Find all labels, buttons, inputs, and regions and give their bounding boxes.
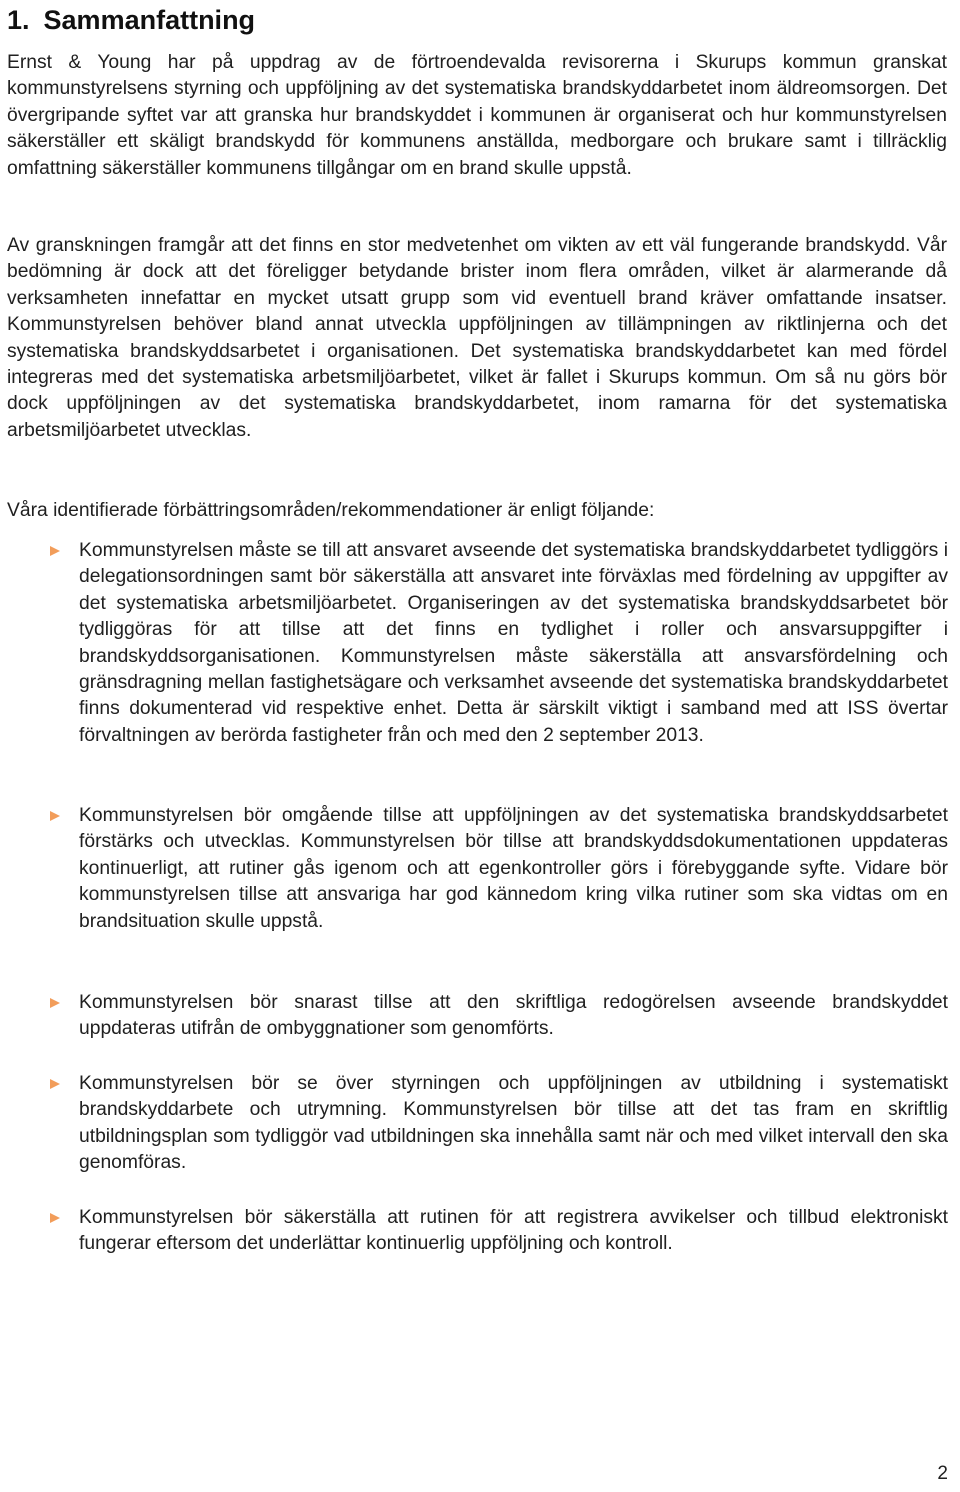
- recommendations-intro: Våra identifierade förbättringsområden/rekommendationer är enligt följande:: [7, 500, 655, 521]
- recommendation-text: Kommunstyrelsen bör omgående tillse att uppföljningen av det systematiska brandskyddsarbetet förstärks och utvecklas. Kommunstyrelsen bör tillse att brandskyddsdokumentationen uppdateras kontinuerligt, att rutiner gås igenom och att egenkontroller görs i förebyggande syfte. Vidare bör kommunstyrelsen tillse att ansvariga har god kännedom kring vilka rutiner som ska vidtas om en brandsituation skulle uppstå.: [79, 805, 948, 932]
- recommendation-text: Kommunstyrelsen bör snarast tillse att den skriftliga redogörelsen avseende brandskyddet uppdateras utifrån de ombyggnationer som genomförts.: [79, 992, 948, 1040]
- bullet-arrow-icon: [50, 811, 60, 821]
- section-title: Sammanfattning: [43, 5, 256, 35]
- page-number: 2: [937, 1463, 948, 1484]
- recommendation-text: Kommunstyrelsen måste se till att ansvaret avseende det systematiska brandskyddarbetet tydliggörs i delegationsordningen samt bör säkerställa att ansvaret inte förväxlas med fördelning av uppgifter av det systematiska arbetsmiljöarbetet. Organiseringen av det systematiska brandskyddsarbetet bör tydliggöras för att tillse att det finns en tydlighet i roller och ansvarsuppgifter i brandskyddsorganisationen. Kommunstyrelsen måste säkerställa att ansvarsfördelning och gränsdragning mellan fastighetsägare och verksamhet avseende det systematiska brandskyddarbetet finns dokumenterad vid respektive enhet. Detta är särskilt viktigt i samband med att ISS övertar förvaltningen av berörda fastigheter från och med den 2 september 2013.: [79, 540, 948, 746]
- recommendation-text: Kommunstyrelsen bör säkerställa att rutinen för att registrera avvikelser och tillbud elektroniskt fungerar eftersom det underlättar kontinuerlig uppföljning och kontroll.: [79, 1207, 948, 1255]
- bullet-arrow-icon: [50, 998, 60, 1008]
- recommendation-text: Kommunstyrelsen bör se över styrningen och uppföljningen av utbildning i systematiskt brandskyddarbete och utrymning. Kommunstyrelsen bör tillse att det tas fram en skriftlig utbildningsplan som tydliggör vad utbildningen ska innehålla samt när och med vilket intervall den ska genomföras.: [79, 1073, 948, 1174]
- summary-paragraph-assessment: Av granskningen framgår att det finns en stor medvetenhet om vikten av ett väl fungerande brandskydd. Vår bedömning är dock att det föreligger betydande brister inom flera områden, vilket är alarmerande då verksamheten innefattar en mycket utsatt grupp som vid eventuell brand kräver omfattande insatser. Kommunstyrelsen behöver bland annat utveckla uppföljningen av tillämpningen av riktlinjerna och det systematiska brandskyddsarbetet i organisationen. Det systematiska brandskyddarbetet kan med fördel integreras med det systematiska arbetsmiljöarbetet, vilket är fallet i Skurups kommun. Om så nu görs bör dock uppföljningen av det systematiska brandskyddarbetet, inom ramarna för det systematiska arbetsmiljöarbetet utvecklas.: [7, 235, 947, 441]
- bullet-arrow-icon: [50, 1213, 60, 1223]
- bullet-arrow-icon: [50, 1079, 60, 1089]
- section-heading: [7, 2, 255, 38]
- bullet-arrow-icon: [50, 546, 60, 556]
- section-number: 1.: [7, 5, 30, 35]
- summary-paragraph-intro: Ernst & Young har på uppdrag av de förtroendevalda revisorerna i Skurups kommun granskat kommunstyrelsens styrning och uppföljning av det systematiska brandskyddarbetet inom äldreomsorgen. Det övergripande syftet var att granska hur brandskyddet i kommunen är organiserat och hur kommunstyrelsen säkerställer ett skäligt brandskydd för kommunens anställda, medborgare och brukare samt i tillräcklig omfattning säkerställer kommunens tillgångar om en brand skulle uppstå.: [7, 52, 947, 179]
